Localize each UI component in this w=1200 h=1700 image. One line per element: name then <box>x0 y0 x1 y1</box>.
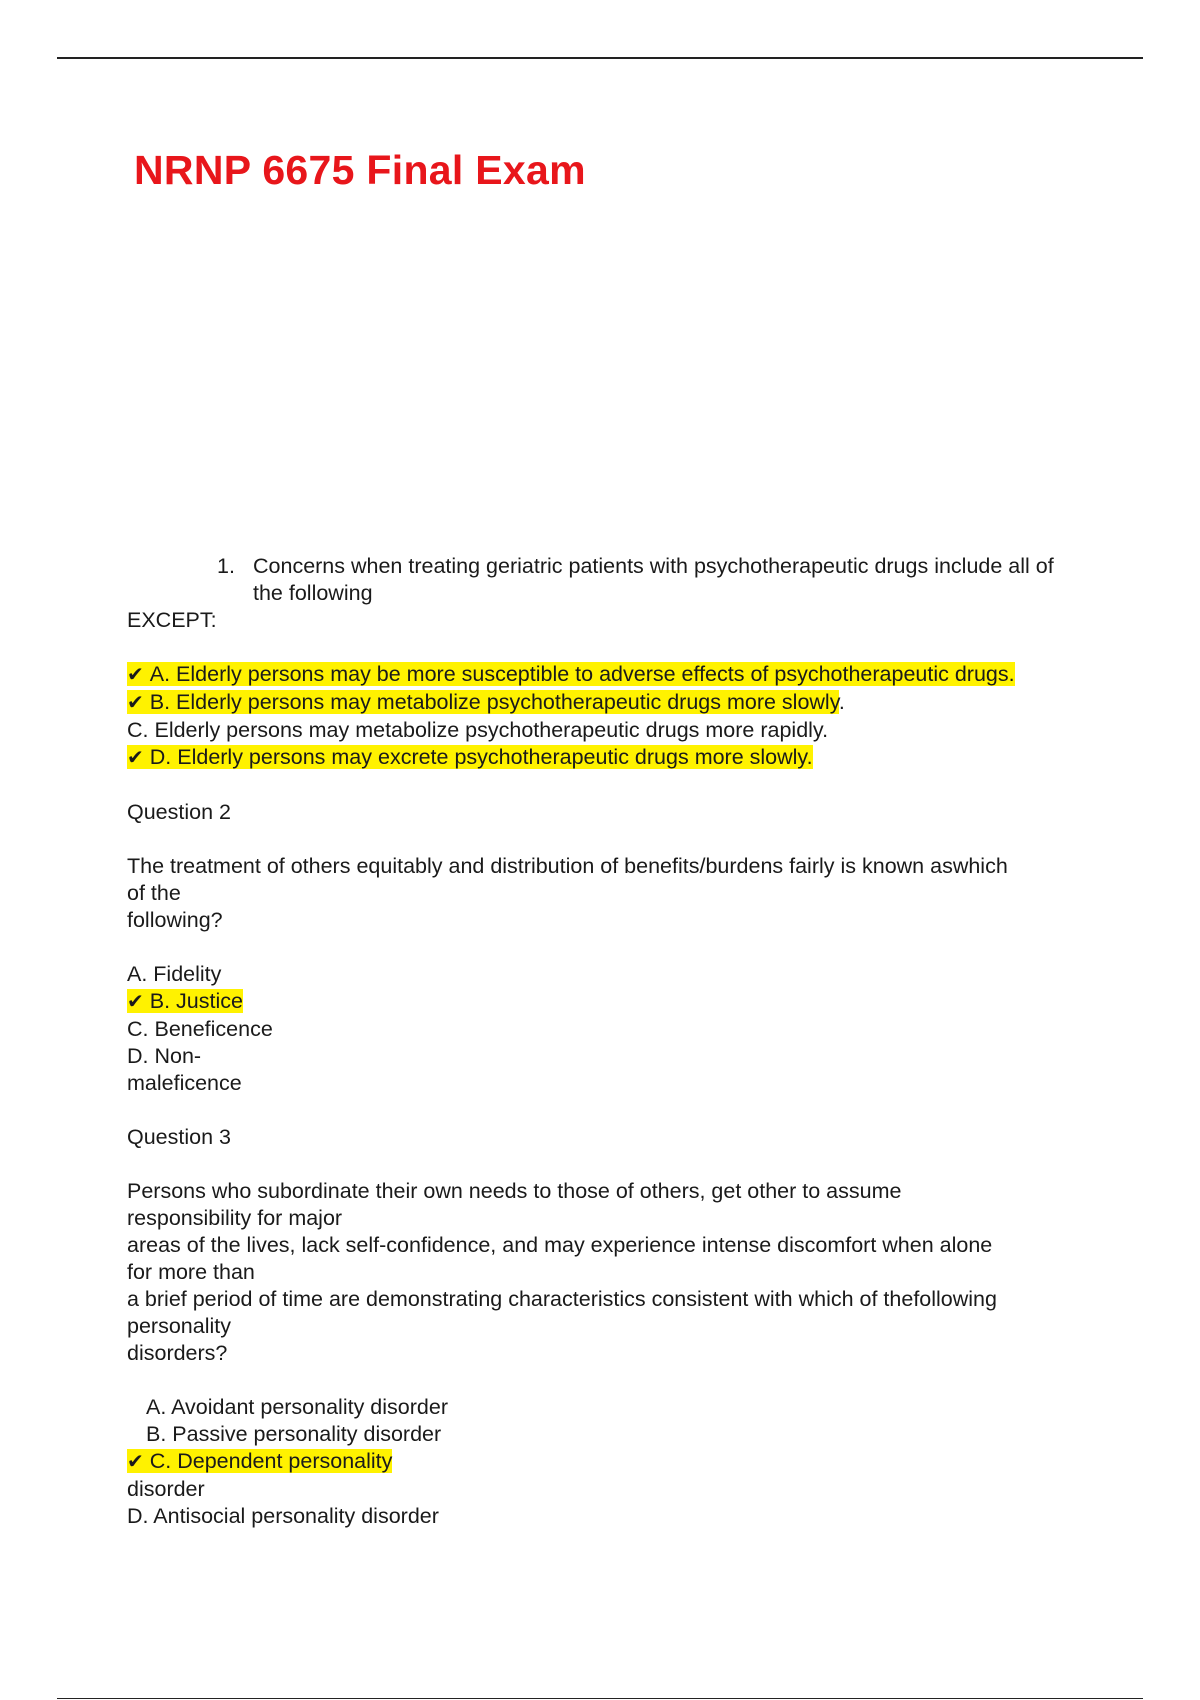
checkmark-icon: ✔ <box>127 989 144 1013</box>
exam-content <box>127 553 1087 1530</box>
question-3-option-d: D. Antisocial personality disorder <box>127 1504 439 1528</box>
checkmark-icon: ✔ <box>127 1449 144 1473</box>
question-1-option-c: C. Elderly persons may metabolize psychotherapeutic drugs more rapidly. <box>127 718 829 742</box>
option-text: C. Dependent personality <box>149 1449 393 1473</box>
question-2-option-d: D. Non- <box>127 1044 202 1068</box>
question-2-option-c: C. Beneficence <box>127 1017 273 1041</box>
question-1-stem <box>127 553 1087 607</box>
question-3-stem-line: Persons who subordinate their own needs to those of others, get other to assume <box>127 1179 902 1203</box>
checkmark-icon: ✔ <box>127 690 144 714</box>
question-2-heading: Question 2 <box>127 800 231 824</box>
document-title: NRNP 6675 Final Exam <box>134 147 586 193</box>
question-3-stem-line: areas of the lives, lack self-confidence, and may experience intense discomfort when alone <box>127 1233 993 1257</box>
question-2-stem-line: The treatment of others equitably and distribution of benefits/burdens fairly is known aswhich <box>127 854 1008 878</box>
option-text: A. Elderly persons may be more susceptible to adverse effects of psychotherapeutic drugs. <box>149 662 1015 686</box>
top-rule <box>57 57 1143 59</box>
option-text: B. Elderly persons may metabolize psychotherapeutic drugs more slowly <box>149 690 839 714</box>
question-1-option-d <box>127 744 1087 772</box>
question-1-text: Concerns when treating geriatric patients with psychotherapeutic drugs include all of the following <box>253 554 1054 605</box>
option-suffix: . <box>838 690 845 714</box>
option-text: B. Justice <box>149 989 243 1013</box>
question-3-stem-line: a brief period of time are demonstrating characteristics consistent with which of thefollowing <box>127 1287 997 1311</box>
question-2-option-a: A. Fidelity <box>127 962 222 986</box>
question-2-option-d-cont: maleficence <box>127 1071 242 1095</box>
question-1-option-b <box>127 689 1087 717</box>
option-text: D. Elderly persons may excrete psychotherapeutic drugs more slowly. <box>149 745 813 769</box>
question-2-stem-line: following? <box>127 908 223 932</box>
question-3-stem-line: responsibility for major <box>127 1206 343 1230</box>
question-1-stem-tail: EXCEPT: <box>127 608 217 632</box>
question-3-option-a: A. Avoidant personality disorder <box>146 1395 448 1419</box>
question-3-heading: Question 3 <box>127 1125 231 1149</box>
question-3-stem-line: for more than <box>127 1260 255 1284</box>
question-1-option-a <box>127 661 1087 689</box>
question-1-number: 1. <box>217 554 235 578</box>
question-3-option-c <box>127 1448 1087 1476</box>
question-3-option-b: B. Passive personality disorder <box>146 1422 442 1446</box>
question-3-stem-line: personality <box>127 1314 231 1338</box>
question-3-stem-line: disorders? <box>127 1341 228 1365</box>
bottom-rule <box>57 1698 1143 1699</box>
question-3-option-c-cont: disorder <box>127 1477 205 1501</box>
question-2-stem-line: of the <box>127 881 181 905</box>
checkmark-icon: ✔ <box>127 662 144 686</box>
checkmark-icon: ✔ <box>127 745 144 769</box>
question-2-option-b <box>127 988 1087 1016</box>
